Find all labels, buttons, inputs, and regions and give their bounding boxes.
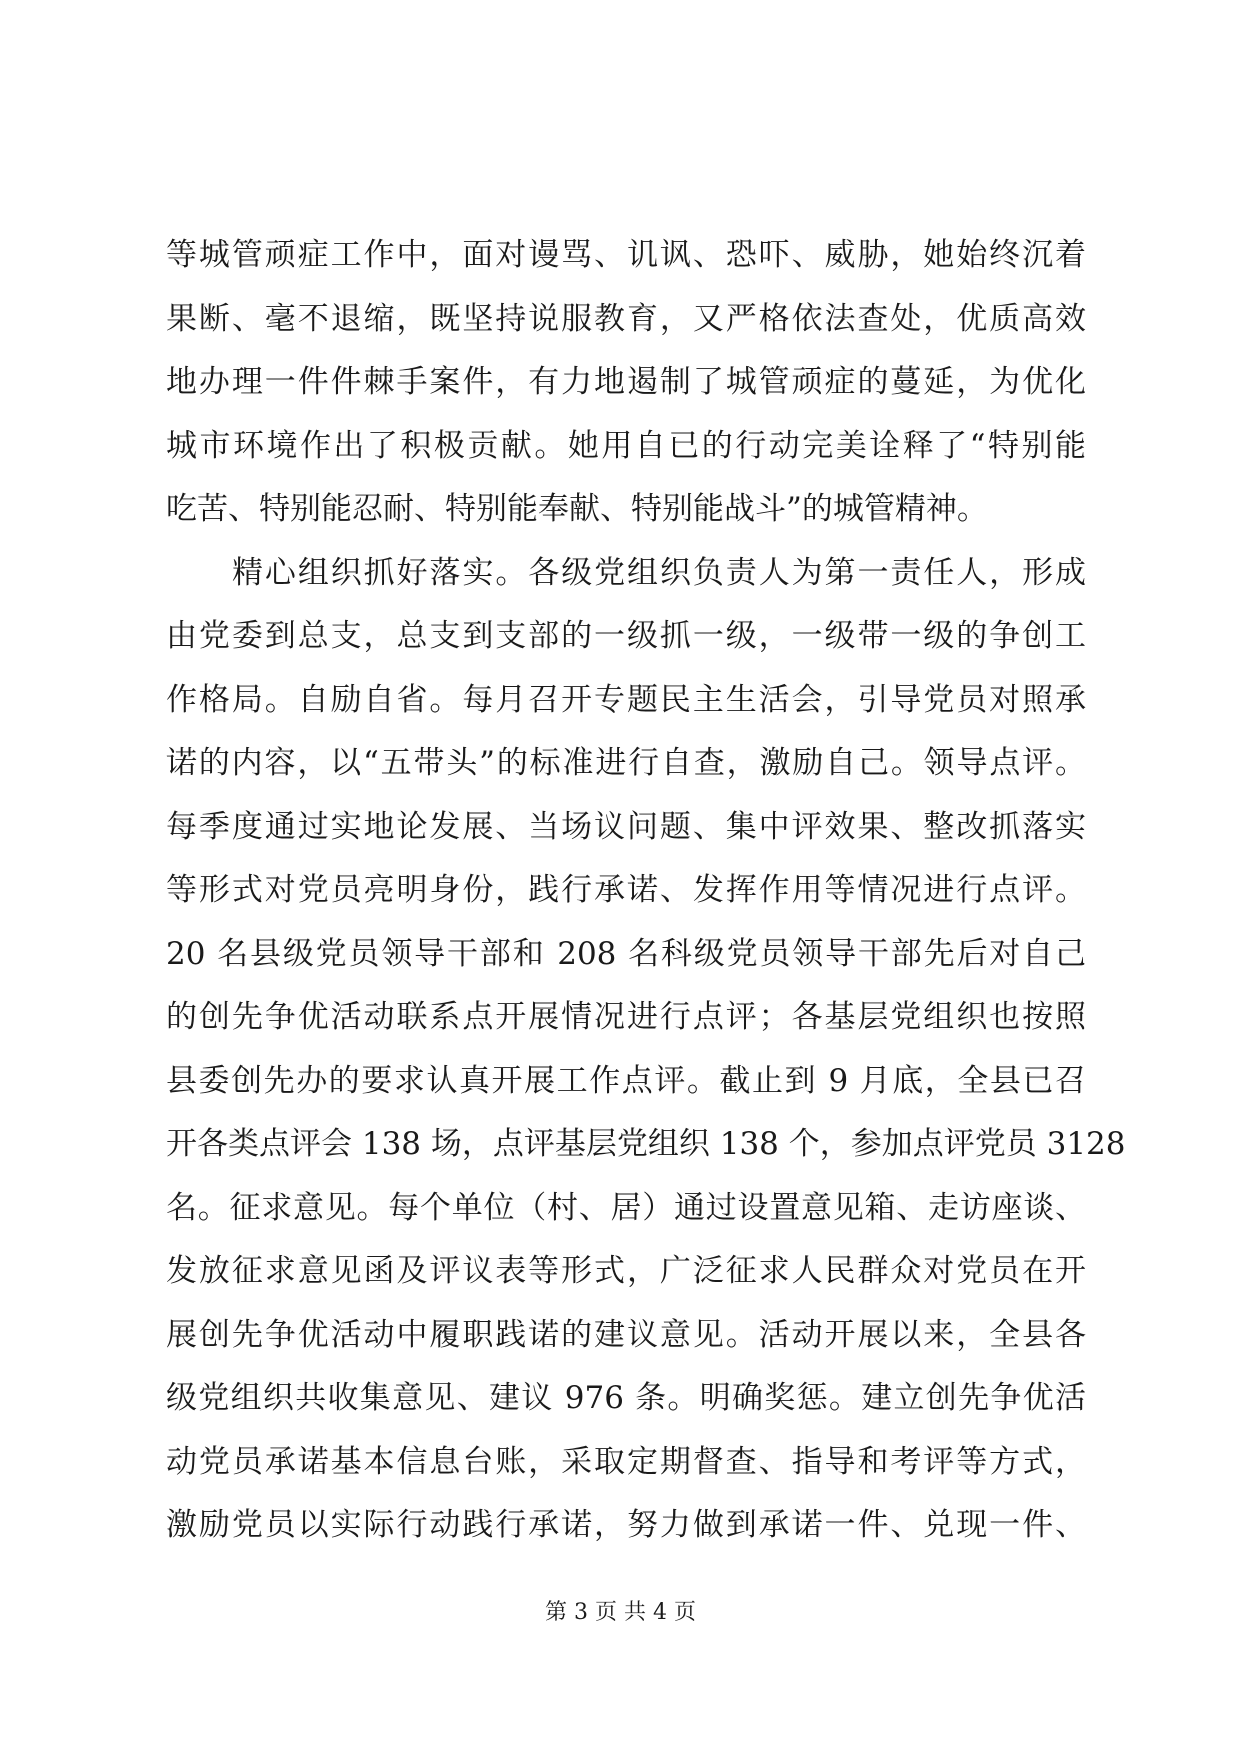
text-line: 由党委到总支，总支到支部的一级抓一级，一级带一级的争创工: [166, 618, 1086, 654]
text-line: 开各类点评会 138 场，点评基层党组织 138 个，参加点评党员 3128: [166, 1126, 1126, 1162]
text-line: 发放征求意见函及评议表等形式，广泛征求人民群众对党员在开: [166, 1253, 1086, 1289]
text-line: 展创先争优活动中履职践诺的建议意见。活动开展以来，全县各: [166, 1316, 1086, 1353]
text-line: 激励党员以实际行动践行承诺，努力做到承诺一件、兑现一件、: [166, 1507, 1086, 1543]
text-line: 诺的内容，以“五带头”的标准进行自查，激励自己。领导点评。: [166, 745, 1086, 781]
text-line: 吃苦、特别能忍耐、特别能奉献、特别能战斗”的城管精神。: [166, 491, 988, 527]
text-line: 县委创先办的要求认真开展工作点评。截止到 9 月底，全县已召: [166, 1062, 1086, 1099]
text-line: 精心组织抓好落实。各级党组织负责人为第一责任人，形成: [232, 554, 1086, 591]
text-line: 等城管顽症工作中，面对谩骂、讥讽、恐吓、威胁，她始终沉着: [166, 237, 1086, 273]
page-number-footer: 第 3 页 共 4 页: [545, 1600, 696, 1625]
text-line: 城市环境作出了积极贡献。她用自已的行动完美诠释了“特别能: [166, 427, 1086, 464]
text-line: 果断、毫不退缩，既坚持说服教育，又严格依法查处，优质高效: [166, 300, 1086, 337]
text-line: 动党员承诺基本信息台账，采取定期督查、指导和考评等方式，: [166, 1443, 1086, 1480]
text-line: 名。征求意见。每个单位（村、居）通过设置意见箱、走访座谈、: [166, 1189, 1086, 1226]
text-line: 级党组织共收集意见、建议 976 条。明确奖惩。建立创先争优活: [166, 1380, 1086, 1416]
text-line: 作格局。自励自省。每月召开专题民主生活会，引导党员对照承: [166, 681, 1086, 718]
text-line: 地办理一件件棘手案件，有力地遏制了城管顽症的蔓延，为优化: [166, 364, 1086, 400]
text-line: 20 名县级党员领导干部和 208 名科级党员领导干部先后对自己: [166, 935, 1086, 972]
body-text: [166, 224, 1126, 1558]
text-line: 的创先争优活动联系点开展情况进行点评；各基层党组织也按照: [166, 999, 1086, 1035]
text-line: 等形式对党员亮明身份，践行承诺、发挥作用等情况进行点评。: [166, 872, 1086, 908]
text-line: 每季度通过实地论发展、当场议问题、集中评效果、整改抓落实: [166, 808, 1086, 845]
